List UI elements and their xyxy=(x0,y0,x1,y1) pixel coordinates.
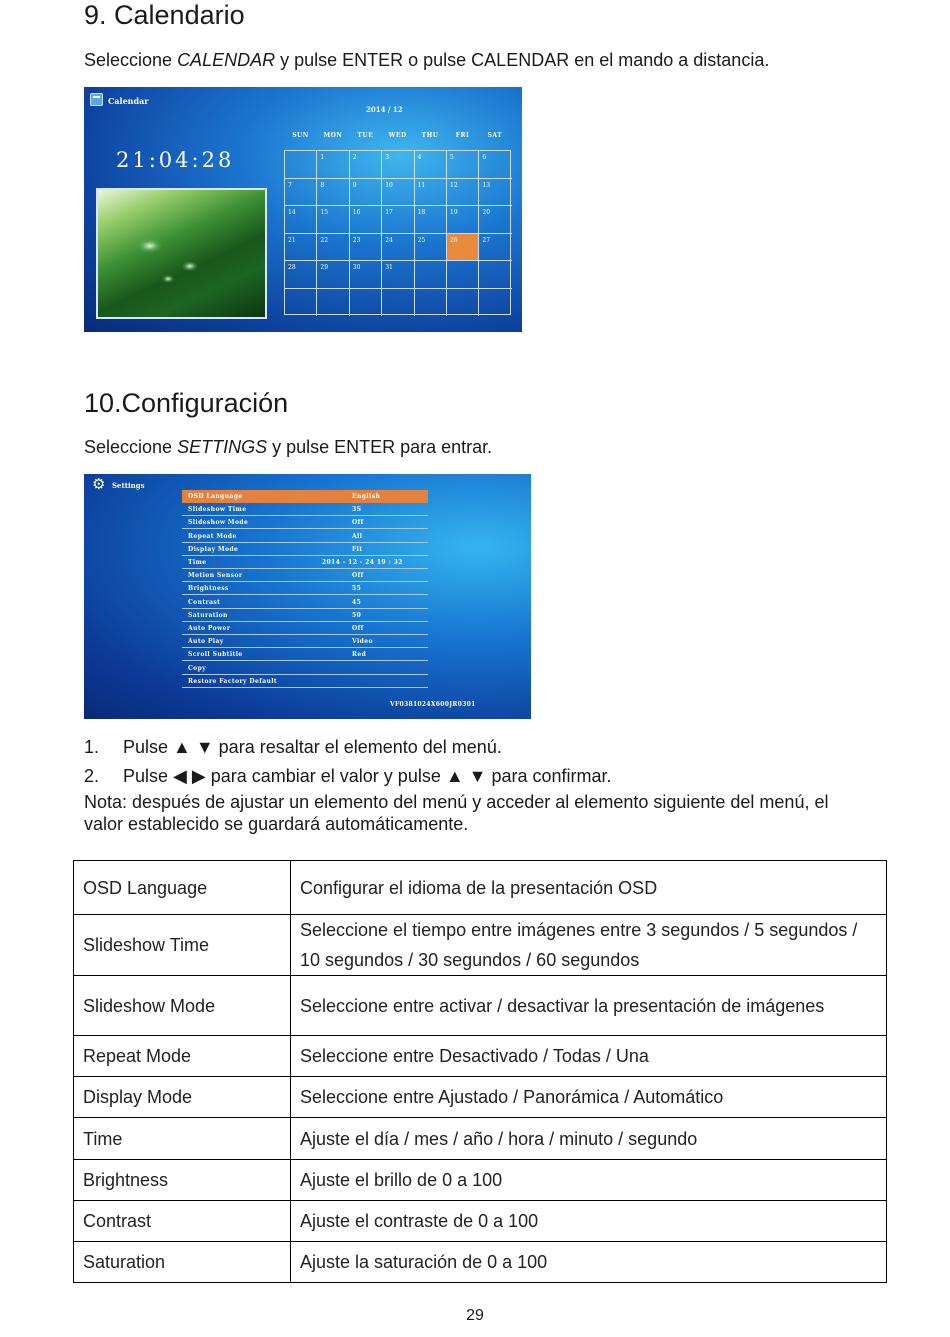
settings-menu-item[interactable] xyxy=(182,543,428,556)
calendar-empty-cell xyxy=(447,261,479,289)
setting-name-cell: Display Mode xyxy=(74,1077,291,1118)
calendar-grid xyxy=(284,150,511,315)
settings-item-value: Off xyxy=(352,625,364,632)
settings-menu-item[interactable] xyxy=(182,569,428,582)
calendar-empty-cell xyxy=(479,261,511,289)
setting-description-cell: Seleccione el tiempo entre imágenes entre 3 segundos / 5 segundos / 10 segundos / 30 segundos / 60 segundos xyxy=(291,915,887,976)
settings-item-value: Off xyxy=(352,572,364,580)
settings-item-label: Scroll Subtitle xyxy=(188,651,243,659)
weekday-label: TUE xyxy=(357,132,374,139)
settings-screenshot xyxy=(84,474,531,719)
note: Nota: después de ajustar un elemento del menú y acceder al elemento siguiente del menú, el valor establecido se guardará automáticamente. xyxy=(84,792,829,834)
calendar-day-cell: 17 xyxy=(382,206,414,234)
setting-description-cell: Seleccione entre activar / desactivar la presentación de imágenes xyxy=(291,976,887,1036)
weekday-label: FRI xyxy=(455,132,470,139)
calendar-day-cell: 19 xyxy=(447,206,479,234)
setting-name-cell: Brightness xyxy=(74,1160,291,1201)
settings-item-label: Display Mode xyxy=(188,545,239,553)
table-row xyxy=(74,1160,887,1201)
table-row xyxy=(74,1118,887,1160)
settings-menu-item[interactable] xyxy=(182,490,428,503)
calendar-day-cell: 8 xyxy=(317,179,349,207)
calendar-day-cell: 1 xyxy=(317,151,349,179)
settings-item-value: Off xyxy=(352,519,364,527)
setting-name-cell: Time xyxy=(74,1118,291,1160)
settings-item-label: Restore Factory Default xyxy=(188,677,278,685)
calendar-day-cell: 12 xyxy=(447,179,479,207)
table-row xyxy=(74,1201,887,1242)
section-9-heading: 9. Calendario xyxy=(84,0,245,30)
setting-description-cell: Ajuste el día / mes / año / hora / minuto / segundo xyxy=(291,1118,887,1160)
calendar-day-cell: 31 xyxy=(382,261,414,289)
calendar-icon xyxy=(90,93,103,106)
calendar-app-title: Calendar xyxy=(108,96,149,106)
calendar-day-cell: 25 xyxy=(415,234,447,262)
setting-name-cell: Slideshow Mode xyxy=(74,976,291,1036)
calendar-empty-cell xyxy=(350,289,382,317)
calendar-day-cell: 2 xyxy=(350,151,382,179)
settings-item-value: All xyxy=(352,532,363,540)
calendar-day-cell: 30 xyxy=(350,261,382,289)
calendar-day-cell: 13 xyxy=(479,179,511,207)
settings-menu-item[interactable] xyxy=(182,675,428,688)
step-2: 2. Pulse ◀ ▶ para cambiar el valor y pulse ▲ ▼ para confirmar. xyxy=(84,766,612,786)
settings-menu-item[interactable] xyxy=(182,556,428,569)
settings-item-label: Repeat Mode xyxy=(188,532,237,540)
setting-name-cell: Repeat Mode xyxy=(74,1036,291,1077)
settings-item-label: Time xyxy=(188,559,207,566)
calendar-empty-cell xyxy=(285,151,317,179)
calendar-day-cell: 16 xyxy=(350,206,382,234)
calendar-screenshot xyxy=(84,87,522,332)
calendar-day-cell: 3 xyxy=(382,151,414,179)
weekday-label: THU xyxy=(421,132,439,139)
firmware-version: VF0381024X600JR0301 xyxy=(390,701,476,708)
calendar-day-cell: 9 xyxy=(350,179,382,207)
calendar-empty-cell xyxy=(317,289,349,317)
settings-menu-item[interactable] xyxy=(182,530,428,543)
table-row xyxy=(74,976,887,1036)
setting-name-cell: OSD Language xyxy=(74,861,291,915)
settings-item-label: Contrast xyxy=(188,598,221,606)
setting-description-cell: Ajuste el brillo de 0 a 100 xyxy=(291,1160,887,1201)
table-row xyxy=(74,1036,887,1077)
calendar-day-cell: 5 xyxy=(447,151,479,179)
settings-menu-item[interactable] xyxy=(182,635,428,648)
settings-item-value: Fit xyxy=(352,545,363,553)
section-10-heading: 10.Configuración xyxy=(84,388,289,418)
calendar-day-cell: 15 xyxy=(317,206,349,234)
calendar-day-cell: 29 xyxy=(317,261,349,289)
calendar-day-cell: 7 xyxy=(285,179,317,207)
calendar-day-cell: 22 xyxy=(317,234,349,262)
setting-name-cell: Contrast xyxy=(74,1201,291,1242)
gear-icon: ⚙ xyxy=(92,475,106,493)
step-1: 1. Pulse ▲ ▼ para resaltar el elemento del menú. xyxy=(84,737,502,757)
settings-menu-item[interactable] xyxy=(182,648,428,661)
calendar-day-cell: 23 xyxy=(350,234,382,262)
calendar-day-cell: 14 xyxy=(285,206,317,234)
calendar-day-cell: 26 xyxy=(447,234,479,262)
calendar-day-cell: 18 xyxy=(415,206,447,234)
settings-item-value: 55 xyxy=(352,585,362,593)
calendar-empty-cell xyxy=(447,289,479,317)
leaf-photo xyxy=(96,188,267,319)
settings-item-label: Brightness xyxy=(188,585,229,593)
setting-description-cell: Ajuste la saturación de 0 a 100 xyxy=(291,1242,887,1283)
settings-item-value: 45 xyxy=(352,598,362,606)
table-row xyxy=(74,861,887,915)
section-9-instructions: Seleccione CALENDAR y pulse ENTER o pulse CALENDAR en el mando a distancia. xyxy=(84,50,770,70)
settings-menu-item[interactable] xyxy=(182,596,428,609)
setting-name-cell: Saturation xyxy=(74,1242,291,1283)
calendar-empty-cell xyxy=(285,289,317,317)
calendar-day-cell: 21 xyxy=(285,234,317,262)
settings-item-value: Video xyxy=(352,638,373,646)
page-number: 29 xyxy=(466,1307,484,1324)
settings-menu-item[interactable] xyxy=(182,503,428,516)
settings-menu-item[interactable] xyxy=(182,516,428,529)
calendar-day-cell: 24 xyxy=(382,234,414,262)
settings-item-value: 50 xyxy=(352,611,362,619)
calendar-day-cell: 6 xyxy=(479,151,511,179)
calendar-day-cell: 20 xyxy=(479,206,511,234)
calendar-empty-cell xyxy=(415,289,447,317)
settings-item-label: OSD Language xyxy=(188,493,243,500)
settings-menu-item[interactable] xyxy=(182,609,428,622)
setting-description-cell: Ajuste el contraste de 0 a 100 xyxy=(291,1201,887,1242)
settings-item-label: Saturation xyxy=(188,611,228,619)
settings-item-value: Red xyxy=(352,651,367,659)
calendar-day-cell: 10 xyxy=(382,179,414,207)
settings-menu-item[interactable] xyxy=(182,582,428,595)
settings-menu-item[interactable] xyxy=(182,622,428,635)
settings-item-label: Copy xyxy=(188,664,207,672)
weekday-label: MON xyxy=(323,132,343,139)
settings-menu-item[interactable] xyxy=(182,662,428,675)
table-row xyxy=(74,915,887,976)
setting-name-cell: Slideshow Time xyxy=(74,915,291,976)
calendar-year-month: 2014 / 12 xyxy=(366,105,403,114)
weekday-label: SUN xyxy=(292,132,309,139)
setting-description-cell: Seleccione entre Desactivado / Todas / Una xyxy=(291,1036,887,1077)
calendar-empty-cell xyxy=(415,261,447,289)
calendar-empty-cell xyxy=(382,289,414,317)
calendar-day-cell: 4 xyxy=(415,151,447,179)
settings-item-value: 2014 - 12 - 24 19 : 32 xyxy=(322,559,403,566)
section-10-instructions: Seleccione SETTINGS y pulse ENTER para entrar. xyxy=(84,437,493,457)
calendar-day-cell: 28 xyxy=(285,261,317,289)
weekday-label: WED xyxy=(388,132,407,139)
weekday-label: SAT xyxy=(487,132,503,139)
settings-item-value: 3S xyxy=(352,506,362,514)
settings-item-label: Auto Power xyxy=(188,625,231,632)
settings-item-label: Auto Play xyxy=(188,638,224,646)
calendar-clock: 21:04:28 xyxy=(116,148,235,172)
settings-item-label: Motion Sensor xyxy=(188,572,243,580)
calendar-day-cell: 11 xyxy=(415,179,447,207)
settings-item-label: Slideshow Time xyxy=(188,506,247,514)
table-row xyxy=(74,1242,887,1283)
settings-item-value: English xyxy=(352,493,381,500)
table-row xyxy=(74,1077,887,1118)
settings-title: Settings xyxy=(112,481,145,490)
settings-reference-table xyxy=(73,860,887,1283)
setting-description-cell: Configurar el idioma de la presentación OSD xyxy=(291,861,887,915)
calendar-empty-cell xyxy=(479,289,511,317)
calendar-day-cell: 27 xyxy=(479,234,511,262)
setting-description-cell: Seleccione entre Ajustado / Panorámica / Automático xyxy=(291,1077,887,1118)
settings-item-label: Slideshow Mode xyxy=(188,519,249,527)
